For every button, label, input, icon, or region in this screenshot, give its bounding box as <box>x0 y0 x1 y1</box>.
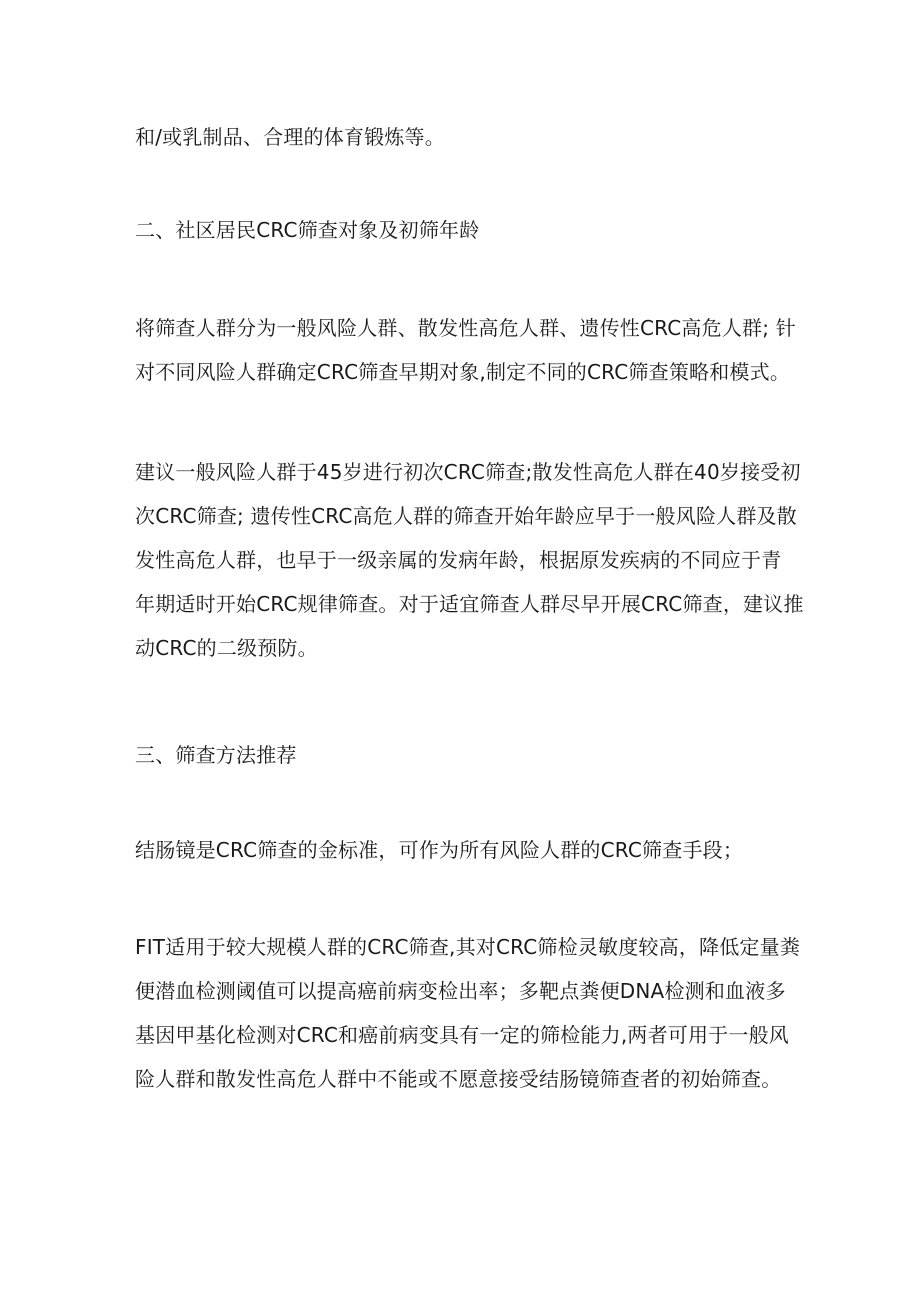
text-line: FIT适用于较大规模人群的CRC筛查,其对CRC筛检灵敏度较高，降低定量粪 <box>135 935 801 959</box>
text-line: 基因甲基化检测对CRC和癌前病变具有一定的筛检能力,两者可用于一般风 <box>135 1023 789 1047</box>
section-heading-2 <box>135 208 790 252</box>
text-line: 次CRC筛查; 遗传性CRC高危人群的筛查开始年龄应早于一般风险人群及散 <box>135 504 797 528</box>
paragraph-colonoscopy <box>135 828 790 872</box>
paragraph-fit <box>135 925 801 1101</box>
paragraph-intro <box>135 115 790 159</box>
text-line: 便潜血检测阈值可以提高癌前病变检出率；多靶点粪便DNA检测和血液多 <box>135 979 786 1003</box>
text-line: 年期适时开始CRC规律筛查。对于适宜筛查人群尽早开展CRC筛查，建议推 <box>135 592 804 616</box>
text-line: 建议一般风险人群于45岁进行初次CRC筛查;散发性高危人群在40岁接受初 <box>135 460 801 484</box>
paragraph-screening-groups <box>135 306 796 394</box>
text-line: 动CRC的二级预防。 <box>135 636 318 660</box>
paragraph-screening-ages <box>135 450 804 670</box>
text-line: 发性高危人群，也早于一级亲属的发病年龄，根据原发疾病的不同应于青 <box>135 548 782 572</box>
text-line: 对不同风险人群确定CRC筛查早期对象,制定不同的CRC筛查策略和模式。 <box>135 360 791 384</box>
section-heading-3 <box>135 733 790 777</box>
heading-text: 二、社区居民CRC筛查对象及初筛年龄 <box>135 218 480 242</box>
text-line: 结肠镜是CRC筛查的金标准，可作为所有风险人群的CRC筛查手段； <box>135 838 744 862</box>
text-line: 将筛查人群分为一般风险人群、散发性高危人群、遗传性CRC高危人群; 针 <box>135 316 796 340</box>
text-line: 和/或乳制品、合理的体育锻炼等。 <box>135 125 445 149</box>
heading-text: 三、筛查方法推荐 <box>135 743 297 767</box>
text-line: 险人群和散发性高危人群中不能或不愿意接受结肠镜筛查者的初始筛查。 <box>135 1067 782 1091</box>
